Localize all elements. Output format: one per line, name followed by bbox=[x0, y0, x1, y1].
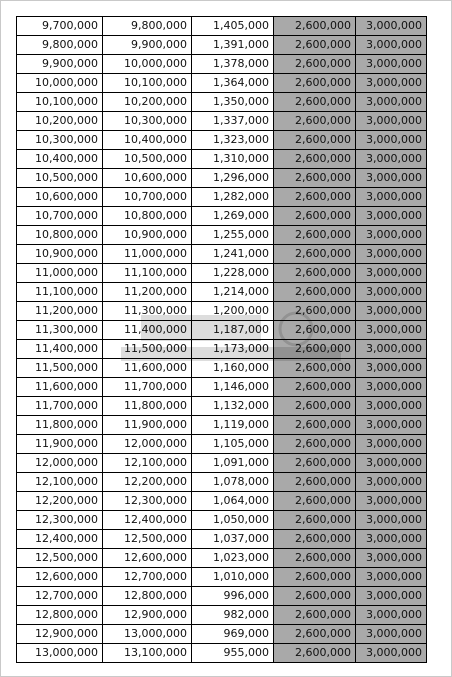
table-cell: 1,064,000 bbox=[192, 492, 274, 511]
table-cell: 1,119,000 bbox=[192, 416, 274, 435]
table-cell: 10,500,000 bbox=[17, 169, 103, 188]
table-cell: 3,000,000 bbox=[356, 188, 427, 207]
table-row bbox=[17, 492, 427, 511]
table-cell: 3,000,000 bbox=[356, 568, 427, 587]
table-cell: 12,100,000 bbox=[17, 473, 103, 492]
table-cell: 11,900,000 bbox=[103, 416, 192, 435]
table-cell: 12,500,000 bbox=[103, 530, 192, 549]
table-cell: 2,600,000 bbox=[274, 511, 356, 530]
table-cell: 3,000,000 bbox=[356, 473, 427, 492]
table-cell: 1,105,000 bbox=[192, 435, 274, 454]
table-cell: 11,600,000 bbox=[17, 378, 103, 397]
table-cell: 10,100,000 bbox=[103, 74, 192, 93]
table-cell: 12,900,000 bbox=[17, 625, 103, 644]
table-cell: 11,400,000 bbox=[17, 340, 103, 359]
table-cell: 12,400,000 bbox=[103, 511, 192, 530]
table-cell: 10,600,000 bbox=[17, 188, 103, 207]
table-cell: 2,600,000 bbox=[274, 226, 356, 245]
table-cell: 11,000,000 bbox=[103, 245, 192, 264]
table-cell: 12,200,000 bbox=[103, 473, 192, 492]
table-cell: 969,000 bbox=[192, 625, 274, 644]
table-cell: 11,300,000 bbox=[17, 321, 103, 340]
table-cell: 1,310,000 bbox=[192, 150, 274, 169]
table-cell: 2,600,000 bbox=[274, 454, 356, 473]
table-row bbox=[17, 264, 427, 283]
table-cell: 10,100,000 bbox=[17, 93, 103, 112]
table-cell: 3,000,000 bbox=[356, 207, 427, 226]
table-cell: 3,000,000 bbox=[356, 36, 427, 55]
table-cell: 3,000,000 bbox=[356, 150, 427, 169]
table-cell: 10,000,000 bbox=[103, 55, 192, 74]
table-cell: 10,600,000 bbox=[103, 169, 192, 188]
table-cell: 1,023,000 bbox=[192, 549, 274, 568]
table-cell: 12,700,000 bbox=[17, 587, 103, 606]
table-row bbox=[17, 530, 427, 549]
table-cell: 10,800,000 bbox=[17, 226, 103, 245]
table-cell: 3,000,000 bbox=[356, 74, 427, 93]
table-cell: 1,037,000 bbox=[192, 530, 274, 549]
table-cell: 12,300,000 bbox=[103, 492, 192, 511]
table-row bbox=[17, 226, 427, 245]
table-row bbox=[17, 131, 427, 150]
table-cell: 1,241,000 bbox=[192, 245, 274, 264]
table-cell: 2,600,000 bbox=[274, 245, 356, 264]
table-cell: 1,378,000 bbox=[192, 55, 274, 74]
table-cell: 2,600,000 bbox=[274, 530, 356, 549]
table-row bbox=[17, 587, 427, 606]
table-cell: 3,000,000 bbox=[356, 55, 427, 74]
table-cell: 11,700,000 bbox=[17, 397, 103, 416]
table-cell: 2,600,000 bbox=[274, 644, 356, 663]
table-cell: 10,300,000 bbox=[103, 112, 192, 131]
table-cell: 1,187,000 bbox=[192, 321, 274, 340]
table-cell: 9,800,000 bbox=[103, 17, 192, 36]
table-cell: 2,600,000 bbox=[274, 55, 356, 74]
table-cell: 2,600,000 bbox=[274, 473, 356, 492]
table-cell: 1,282,000 bbox=[192, 188, 274, 207]
table-row bbox=[17, 245, 427, 264]
table-cell: 3,000,000 bbox=[356, 359, 427, 378]
table-cell: 3,000,000 bbox=[356, 93, 427, 112]
table-row bbox=[17, 55, 427, 74]
table-cell: 9,800,000 bbox=[17, 36, 103, 55]
table-cell: 2,600,000 bbox=[274, 17, 356, 36]
table-cell: 2,600,000 bbox=[274, 112, 356, 131]
table-cell: 2,600,000 bbox=[274, 340, 356, 359]
table-cell: 12,100,000 bbox=[103, 454, 192, 473]
table-cell: 1,269,000 bbox=[192, 207, 274, 226]
table-cell: 10,200,000 bbox=[17, 112, 103, 131]
table-cell: 3,000,000 bbox=[356, 492, 427, 511]
table-cell: 11,500,000 bbox=[103, 340, 192, 359]
table-cell: 2,600,000 bbox=[274, 321, 356, 340]
table-row bbox=[17, 359, 427, 378]
table-cell: 12,000,000 bbox=[103, 435, 192, 454]
table-cell: 13,100,000 bbox=[103, 644, 192, 663]
table-cell: 2,600,000 bbox=[274, 416, 356, 435]
table-row bbox=[17, 283, 427, 302]
table-cell: 11,400,000 bbox=[103, 321, 192, 340]
table-row bbox=[17, 321, 427, 340]
table-cell: 11,600,000 bbox=[103, 359, 192, 378]
table-row bbox=[17, 644, 427, 663]
table-cell: 10,200,000 bbox=[103, 93, 192, 112]
table-cell: 11,900,000 bbox=[17, 435, 103, 454]
table-cell: 3,000,000 bbox=[356, 435, 427, 454]
table-cell: 3,000,000 bbox=[356, 587, 427, 606]
table-cell: 1,173,000 bbox=[192, 340, 274, 359]
table-cell: 1,146,000 bbox=[192, 378, 274, 397]
table-cell: 1,405,000 bbox=[192, 17, 274, 36]
table-row bbox=[17, 625, 427, 644]
table-cell: 2,600,000 bbox=[274, 150, 356, 169]
table-cell: 9,900,000 bbox=[103, 36, 192, 55]
table-cell: 10,900,000 bbox=[103, 226, 192, 245]
table-cell: 11,300,000 bbox=[103, 302, 192, 321]
table-cell: 1,350,000 bbox=[192, 93, 274, 112]
table-cell: 11,800,000 bbox=[103, 397, 192, 416]
table-cell: 10,300,000 bbox=[17, 131, 103, 150]
table-cell: 3,000,000 bbox=[356, 416, 427, 435]
table-cell: 2,600,000 bbox=[274, 302, 356, 321]
table-cell: 2,600,000 bbox=[274, 378, 356, 397]
table-cell: 12,600,000 bbox=[17, 568, 103, 587]
table-cell: 3,000,000 bbox=[356, 321, 427, 340]
table-cell: 10,400,000 bbox=[17, 150, 103, 169]
table-cell: 2,600,000 bbox=[274, 74, 356, 93]
table-row bbox=[17, 188, 427, 207]
table-cell: 1,228,000 bbox=[192, 264, 274, 283]
table-cell: 12,800,000 bbox=[17, 606, 103, 625]
table-cell: 3,000,000 bbox=[356, 549, 427, 568]
table-cell: 996,000 bbox=[192, 587, 274, 606]
table-cell: 10,400,000 bbox=[103, 131, 192, 150]
table-cell: 3,000,000 bbox=[356, 511, 427, 530]
table-cell: 1,010,000 bbox=[192, 568, 274, 587]
table-cell: 3,000,000 bbox=[356, 340, 427, 359]
table-row bbox=[17, 74, 427, 93]
table-cell: 12,700,000 bbox=[103, 568, 192, 587]
table-row bbox=[17, 378, 427, 397]
table-cell: 2,600,000 bbox=[274, 188, 356, 207]
table-row bbox=[17, 568, 427, 587]
table-row bbox=[17, 473, 427, 492]
table-cell: 2,600,000 bbox=[274, 264, 356, 283]
table-cell: 11,500,000 bbox=[17, 359, 103, 378]
table-cell: 2,600,000 bbox=[274, 549, 356, 568]
table-cell: 1,078,000 bbox=[192, 473, 274, 492]
table-cell: 10,700,000 bbox=[103, 188, 192, 207]
table-cell: 12,500,000 bbox=[17, 549, 103, 568]
table-cell: 982,000 bbox=[192, 606, 274, 625]
table-row bbox=[17, 606, 427, 625]
table-row bbox=[17, 435, 427, 454]
table-cell: 2,600,000 bbox=[274, 169, 356, 188]
table-cell: 2,600,000 bbox=[274, 359, 356, 378]
table-cell: 3,000,000 bbox=[356, 606, 427, 625]
table-cell: 3,000,000 bbox=[356, 302, 427, 321]
table-cell: 2,600,000 bbox=[274, 93, 356, 112]
table-cell: 3,000,000 bbox=[356, 17, 427, 36]
tax-table-body bbox=[17, 17, 427, 663]
table-cell: 11,100,000 bbox=[17, 283, 103, 302]
table-cell: 12,800,000 bbox=[103, 587, 192, 606]
table-row bbox=[17, 112, 427, 131]
table-row bbox=[17, 17, 427, 36]
table-cell: 11,200,000 bbox=[103, 283, 192, 302]
table-cell: 10,000,000 bbox=[17, 74, 103, 93]
table-cell: 11,000,000 bbox=[17, 264, 103, 283]
table-cell: 12,600,000 bbox=[103, 549, 192, 568]
table-cell: 3,000,000 bbox=[356, 112, 427, 131]
table-row bbox=[17, 511, 427, 530]
table-cell: 12,000,000 bbox=[17, 454, 103, 473]
table-cell: 955,000 bbox=[192, 644, 274, 663]
table-cell: 3,000,000 bbox=[356, 397, 427, 416]
table-cell: 2,600,000 bbox=[274, 397, 356, 416]
table-cell: 2,600,000 bbox=[274, 606, 356, 625]
table-cell: 3,000,000 bbox=[356, 245, 427, 264]
table-cell: 12,300,000 bbox=[17, 511, 103, 530]
table-cell: 3,000,000 bbox=[356, 530, 427, 549]
table-cell: 3,000,000 bbox=[356, 131, 427, 150]
table-row bbox=[17, 454, 427, 473]
table-cell: 2,600,000 bbox=[274, 283, 356, 302]
table-cell: 10,900,000 bbox=[17, 245, 103, 264]
table-cell: 13,000,000 bbox=[103, 625, 192, 644]
table-cell: 1,200,000 bbox=[192, 302, 274, 321]
table-cell: 2,600,000 bbox=[274, 207, 356, 226]
table-cell: 12,200,000 bbox=[17, 492, 103, 511]
table-cell: 3,000,000 bbox=[356, 644, 427, 663]
table-cell: 12,400,000 bbox=[17, 530, 103, 549]
table-cell: 1,364,000 bbox=[192, 74, 274, 93]
table-cell: 9,900,000 bbox=[17, 55, 103, 74]
table-cell: 1,091,000 bbox=[192, 454, 274, 473]
tax-table bbox=[16, 16, 427, 663]
table-row bbox=[17, 36, 427, 55]
table-cell: 1,255,000 bbox=[192, 226, 274, 245]
table-row bbox=[17, 549, 427, 568]
table-cell: 10,500,000 bbox=[103, 150, 192, 169]
table-cell: 10,700,000 bbox=[17, 207, 103, 226]
table-cell: 10,800,000 bbox=[103, 207, 192, 226]
table-cell: 3,000,000 bbox=[356, 625, 427, 644]
table-row bbox=[17, 150, 427, 169]
table-cell: 3,000,000 bbox=[356, 378, 427, 397]
table-row bbox=[17, 93, 427, 112]
table-cell: 1,337,000 bbox=[192, 112, 274, 131]
table-row bbox=[17, 169, 427, 188]
table-cell: 1,050,000 bbox=[192, 511, 274, 530]
table-cell: 11,800,000 bbox=[17, 416, 103, 435]
table-cell: 2,600,000 bbox=[274, 131, 356, 150]
table-cell: 3,000,000 bbox=[356, 264, 427, 283]
table-row bbox=[17, 302, 427, 321]
table-row bbox=[17, 340, 427, 359]
table-cell: 9,700,000 bbox=[17, 17, 103, 36]
table-cell: 3,000,000 bbox=[356, 454, 427, 473]
table-cell: 12,900,000 bbox=[103, 606, 192, 625]
table-cell: 1,323,000 bbox=[192, 131, 274, 150]
table-cell: 1,296,000 bbox=[192, 169, 274, 188]
table-cell: 3,000,000 bbox=[356, 283, 427, 302]
table-cell: 1,132,000 bbox=[192, 397, 274, 416]
table-cell: 2,600,000 bbox=[274, 435, 356, 454]
table-cell: 2,600,000 bbox=[274, 492, 356, 511]
table-cell: 1,214,000 bbox=[192, 283, 274, 302]
table-cell: 1,160,000 bbox=[192, 359, 274, 378]
table-cell: 3,000,000 bbox=[356, 226, 427, 245]
table-cell: 11,700,000 bbox=[103, 378, 192, 397]
table-row bbox=[17, 416, 427, 435]
table-cell: 1,391,000 bbox=[192, 36, 274, 55]
table-cell: 11,200,000 bbox=[17, 302, 103, 321]
table-cell: 2,600,000 bbox=[274, 587, 356, 606]
table-cell: 3,000,000 bbox=[356, 169, 427, 188]
table-row bbox=[17, 207, 427, 226]
table-cell: 13,000,000 bbox=[17, 644, 103, 663]
table-cell: 11,100,000 bbox=[103, 264, 192, 283]
table-cell: 2,600,000 bbox=[274, 568, 356, 587]
table-cell: 2,600,000 bbox=[274, 36, 356, 55]
table-cell: 2,600,000 bbox=[274, 625, 356, 644]
table-row bbox=[17, 397, 427, 416]
